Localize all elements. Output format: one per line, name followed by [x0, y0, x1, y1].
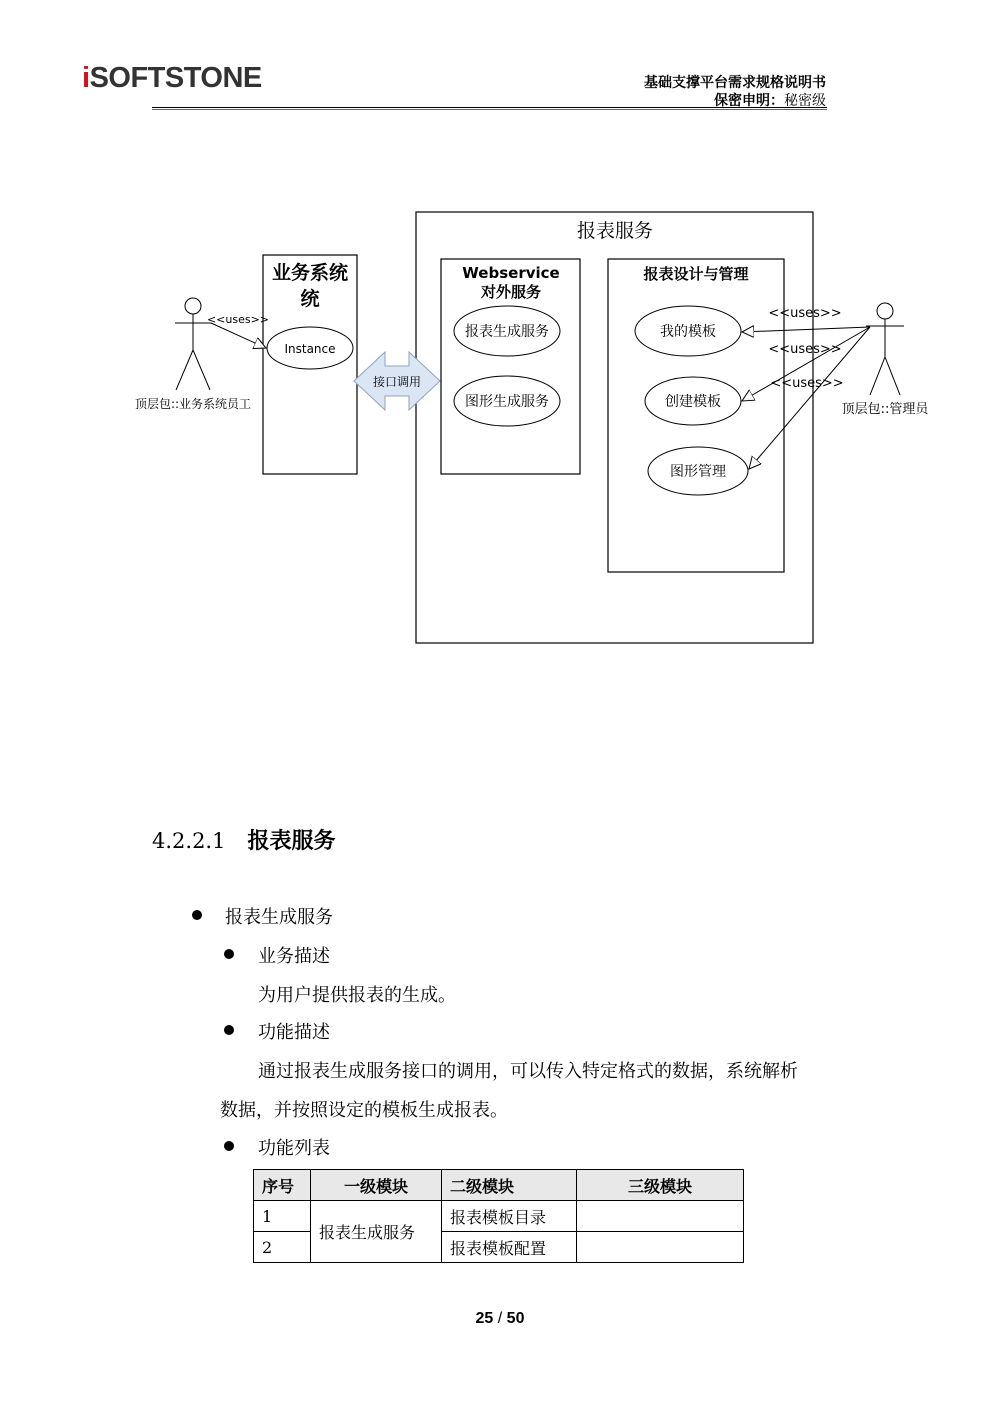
actor-right: [866, 303, 904, 395]
cell-level3: [577, 1232, 744, 1263]
sub-business-desc: 业务描述: [258, 946, 330, 967]
table-header-row: [254, 1170, 744, 1201]
usecase-create-template-label: 创建模板: [665, 394, 721, 410]
security-value: 秘密级: [784, 93, 826, 109]
usecase-my-templates-label: 我的模板: [660, 324, 716, 340]
cell-no: 1: [254, 1201, 311, 1232]
header-level1: 一级模块: [311, 1170, 442, 1201]
biz-system-title-2: 统: [300, 288, 320, 310]
webservice-title-1: Webservice: [462, 264, 560, 282]
bullet-dot: [224, 949, 234, 959]
cell-level1: 报表生成服务: [311, 1201, 442, 1263]
uses-label-2: <<uses>>: [768, 342, 842, 357]
sub-function-desc: 功能描述: [258, 1022, 330, 1043]
function-table: [253, 1169, 744, 1263]
total-pages: 50: [506, 1310, 525, 1327]
header-no: 序号: [254, 1170, 311, 1201]
uses-label-3: <<uses>>: [770, 376, 844, 391]
usecase-graph-mgmt-label: 图形管理: [670, 464, 726, 480]
table-row: [254, 1201, 744, 1232]
security-label: 保密申明：: [714, 93, 784, 109]
uses-link-my-templates: [742, 327, 870, 332]
page-separator: /: [497, 1310, 503, 1327]
sub-function-list: 功能列表: [258, 1138, 330, 1159]
section-number: 4.2.2.1: [152, 829, 226, 853]
cell-no: 2: [254, 1232, 311, 1263]
instance-label: Instance: [284, 342, 336, 356]
function-desc-line2: 数据，并按照设定的模板生成报表。: [220, 1100, 508, 1121]
use-case-diagram: [0, 0, 1000, 700]
usecase-report-gen-label: 报表生成服务: [465, 324, 549, 340]
actor-left: [175, 298, 211, 390]
biz-system-title-1: 业务系统: [271, 262, 349, 284]
webservice-title-2: 对外服务: [480, 283, 542, 301]
management-title: 报表设计与管理: [643, 265, 749, 283]
header-level3: 三级模块: [577, 1170, 744, 1201]
interface-call-label: 接口调用: [372, 375, 422, 389]
bullet-dot: [224, 1025, 234, 1035]
report-service-title: 报表服务: [576, 220, 654, 242]
cell-level2: 报表模板配置: [442, 1232, 577, 1263]
cell-level3: [577, 1201, 744, 1232]
current-page: 25: [475, 1310, 494, 1327]
section-heading: [152, 824, 336, 855]
actor-right-label: 顶层包::管理员: [841, 402, 929, 417]
uses-label-left: <<uses>>: [206, 313, 270, 326]
function-desc-line1: 通过报表生成服务接口的调用，可以传入特定格式的数据，系统解析: [258, 1061, 798, 1082]
bullet-dot: [192, 910, 202, 920]
cell-level2: 报表模板目录: [442, 1201, 577, 1232]
bullet-report-gen: 报表生成服务: [225, 907, 333, 928]
uses-label-1: <<uses>>: [768, 306, 842, 321]
company-logo: iSOFTSTONE: [82, 62, 262, 94]
bullet-dot: [224, 1141, 234, 1151]
business-desc-text: 为用户提供报表的生成。: [258, 985, 456, 1006]
uses-link-left: [211, 323, 266, 348]
actor-left-label: 顶层包::业务系统员工: [134, 397, 252, 411]
header-level2: 二级模块: [442, 1170, 577, 1201]
document-title: 基础支撑平台需求规格说明书: [644, 75, 826, 91]
section-title: 报表服务: [247, 829, 336, 854]
usecase-graph-gen-label: 图形生成服务: [465, 394, 549, 410]
page-number: [0, 1310, 1000, 1328]
